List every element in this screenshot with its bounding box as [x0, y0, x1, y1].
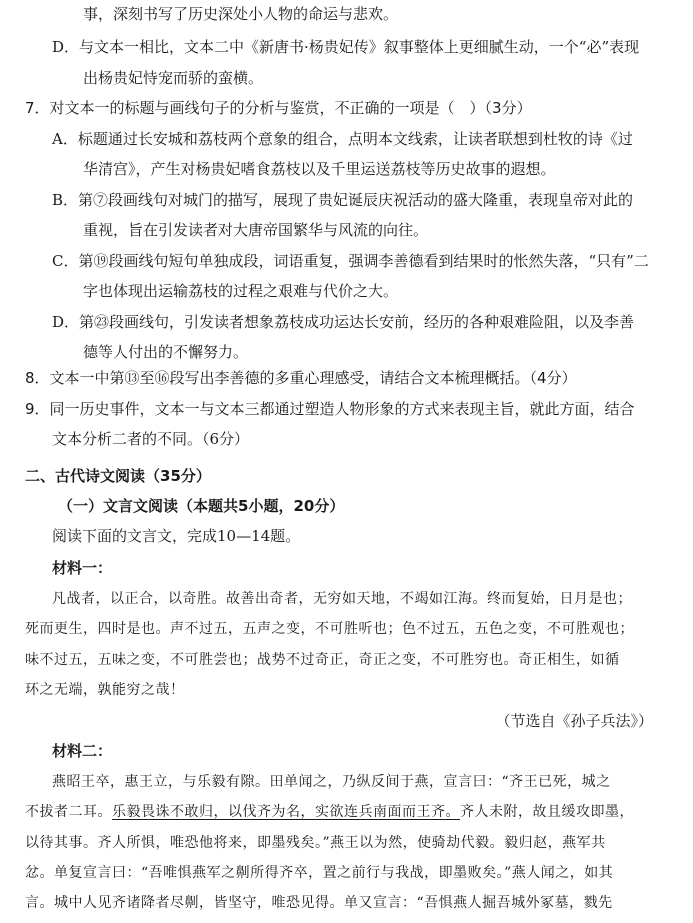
q7-option-d-line2: 德等人付出的不懈努力。 [83, 343, 249, 361]
q8-stem: 8．文本一中第⑬至⑯段写出李善德的多重心理感受，请结合文本梳理概括。（4分） [25, 369, 577, 387]
q7-option-a-line2: 华清宫》，产生对杨贵妃嗜食荔枝以及千里运送荔枝等历史故事的遐想。 [83, 160, 556, 178]
q7-stem: 7．对文本一的标题与画线句子的分析与鉴赏，不正确的一项是（ ）（3分） [25, 99, 532, 117]
section2-subtitle: （一）文言文阅读（本题共5小题，20分） [58, 497, 345, 515]
material2-line3: 以待其事。齐人所惧，唯恐他将来，即墨残矣。”燕王以为然，使骑劫代毅。毅归赵，燕军共 [25, 835, 606, 851]
material2-line2 [25, 802, 634, 822]
material1-label: 材料一： [52, 559, 113, 577]
q7-option-a-line1: A．标题通过长安城和荔枝两个意象的组合，点明本文线索，让读者联想到杜牧的诗《过 [52, 130, 633, 148]
q7-option-d-line1: D．第㉓段画线句，引发读者想象荔枝成功运达长安前，经历的各种艰难险阻，以及李善 [52, 313, 635, 331]
material1-line2: 死而更生，四时是也。声不过五，五声之变，不可胜听也；色不过五，五色之变，不可胜观也； [25, 621, 634, 637]
q7-option-c-line1: C．第⑲段画线句短句单独成段，词语重复，强调李善德看到结果时的怅然失落，“只有”二 [52, 252, 649, 270]
material1-source: （节选自《孙子兵法》） [495, 712, 653, 730]
material2-line5: 言。城中人见齐诸降者尽劓，皆坚守，唯恐见得。单又宣言：“吾惧燕人掘吾城外冢墓，戮先 [25, 895, 613, 911]
material1-line3: 味不过五，五味之变，不可胜尝也；战势不过奇正，奇正之变，不可胜穷也。奇正相生，如循 [25, 652, 620, 668]
material2-line2-end: 齐人未附，故且缓攻即墨， [460, 804, 634, 820]
material2-underlined-sentence: 乐毅畏诛不敢归，以伐齐为名，实欲连兵南面而王齐。 [112, 804, 460, 820]
q7-option-b-line2: 重视，旨在引发读者对大唐帝国繁华与风流的向往。 [83, 221, 429, 239]
q6-option-d-line1: D．与文本一相比，文本二中《新唐书·杨贵妃传》叙事整体上更细腻生动，一个“必”表现 [52, 38, 640, 56]
q7-option-c-line2: 字也体现出运输荔枝的过程之艰难与代价之大。 [83, 282, 399, 300]
q9-stem-line1: 9．同一历史事件，文本一与文本三都通过塑造人物形象的方式来表现主旨，就此方面，结合 [25, 400, 635, 418]
material2-line1: 燕昭王卒，惠王立，与乐毅有隙。田单闻之，乃纵反间于燕，宣言曰：“齐王已死，城之 [52, 774, 611, 790]
q9-stem-line2: 文本分析二者的不同。（6分） [52, 430, 250, 448]
section2-intro: 阅读下面的文言文，完成10—14题。 [52, 527, 301, 545]
material2-line2-start: 不拔者二耳。 [25, 804, 112, 820]
material2-line4: 忿。单复宣言曰：“吾唯惧燕军之劓所得齐卒，置之前行与我战，即墨败矣。”燕人闻之，如其 [25, 865, 614, 881]
q7-option-b-line1: B．第⑦段画线句对城门的描写，展现了贵妃诞辰庆祝活动的盛大隆重，表现皇帝对此的 [52, 191, 634, 209]
material2-label: 材料二： [52, 742, 113, 760]
q6-option-d-line2: 出杨贵妃恃宠而骄的蛮横。 [83, 69, 264, 87]
section2-title: 二、古代诗文阅读（35分） [25, 467, 211, 485]
material1-line1: 凡战者，以正合，以奇胜。故善出奇者，无穷如天地，不竭如江海。终而复始，日月是也； [52, 591, 632, 607]
q6-option-c-continuation: 事，深刻书写了历史深处小人物的命运与悲欢。 [83, 5, 399, 23]
material1-line4: 环之无端，孰能穷之哉！ [25, 682, 185, 698]
